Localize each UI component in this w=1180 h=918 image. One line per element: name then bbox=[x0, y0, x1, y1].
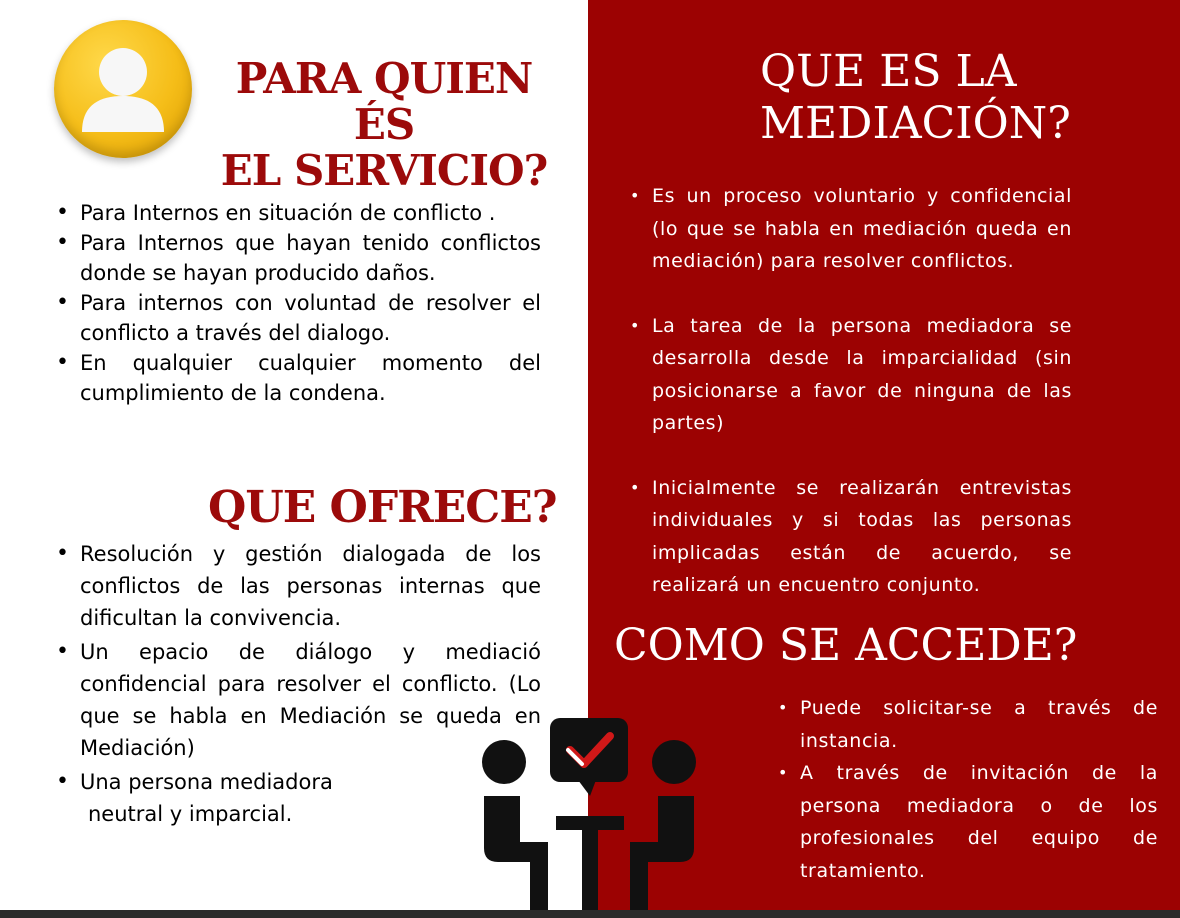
list-item: • Para internos con voluntad de resolver el conflicto a través del dialogo. bbox=[54, 288, 541, 348]
list-item-continuation: neutral y imparcial. bbox=[88, 802, 293, 826]
heading-como-se-accede: COMO SE ACCEDE? bbox=[614, 620, 1078, 671]
heading-line-1: PARA QUIEN ÉS bbox=[235, 54, 533, 149]
list-item: • En qualquier cualquier momento del cumplimiento de la condena. bbox=[54, 348, 541, 408]
list-item: • Una persona mediadora bbox=[54, 766, 541, 798]
audience-list bbox=[54, 198, 541, 408]
list-item: • Para Internos en situación de conflicto . bbox=[54, 198, 541, 228]
offer-list bbox=[54, 538, 541, 830]
mediation-meeting-icon bbox=[478, 712, 708, 912]
list-item: • Un epacio de diálogo y mediació confidencial para resolver el conflicto. (Lo que se habla en Mediación se queda en Mediación) bbox=[54, 636, 541, 764]
list-item: • Puede solicitar-se a través de instancia. bbox=[776, 692, 1158, 757]
heading-line-1: QUE ES LA bbox=[760, 46, 1017, 97]
heading-que-ofrece: QUE OFRECE? bbox=[208, 482, 557, 533]
list-item: • La tarea de la persona mediadora se desarrolla desde la imparcialidad (sin posicionarse a favor de ninguna de las partes) bbox=[628, 310, 1072, 440]
list-item: • Es un proceso voluntario y confidencial (lo que se habla en mediación queda en mediación) para resolver conflictos. bbox=[628, 180, 1072, 278]
heading-para-quien bbox=[204, 56, 564, 194]
list-item: • Para Internos que hayan tenido conflictos donde se hayan producido daños. bbox=[54, 228, 541, 288]
user-avatar-icon bbox=[54, 20, 192, 158]
heading-line-2: MEDIACIÓN? bbox=[760, 98, 1071, 149]
bottom-border bbox=[0, 910, 1180, 918]
access-list bbox=[776, 692, 1158, 887]
list-item: • Resolución y gestión dialogada de los conflictos de las personas internas que dificultan la convivencia. bbox=[54, 538, 541, 634]
list-item: • A través de invitación de la persona mediadora o de los profesionales del equipo de tratamiento. bbox=[776, 757, 1158, 887]
mediation-definition-list bbox=[628, 180, 1072, 602]
heading-que-es-mediacion bbox=[760, 46, 1071, 150]
heading-line-2: EL SERVICIO? bbox=[220, 146, 548, 195]
list-item: • Inicialmente se realizarán entrevistas individuales y si todas las personas implicadas están de acuerdo, se realizará un encuentro conjunto. bbox=[628, 472, 1072, 602]
